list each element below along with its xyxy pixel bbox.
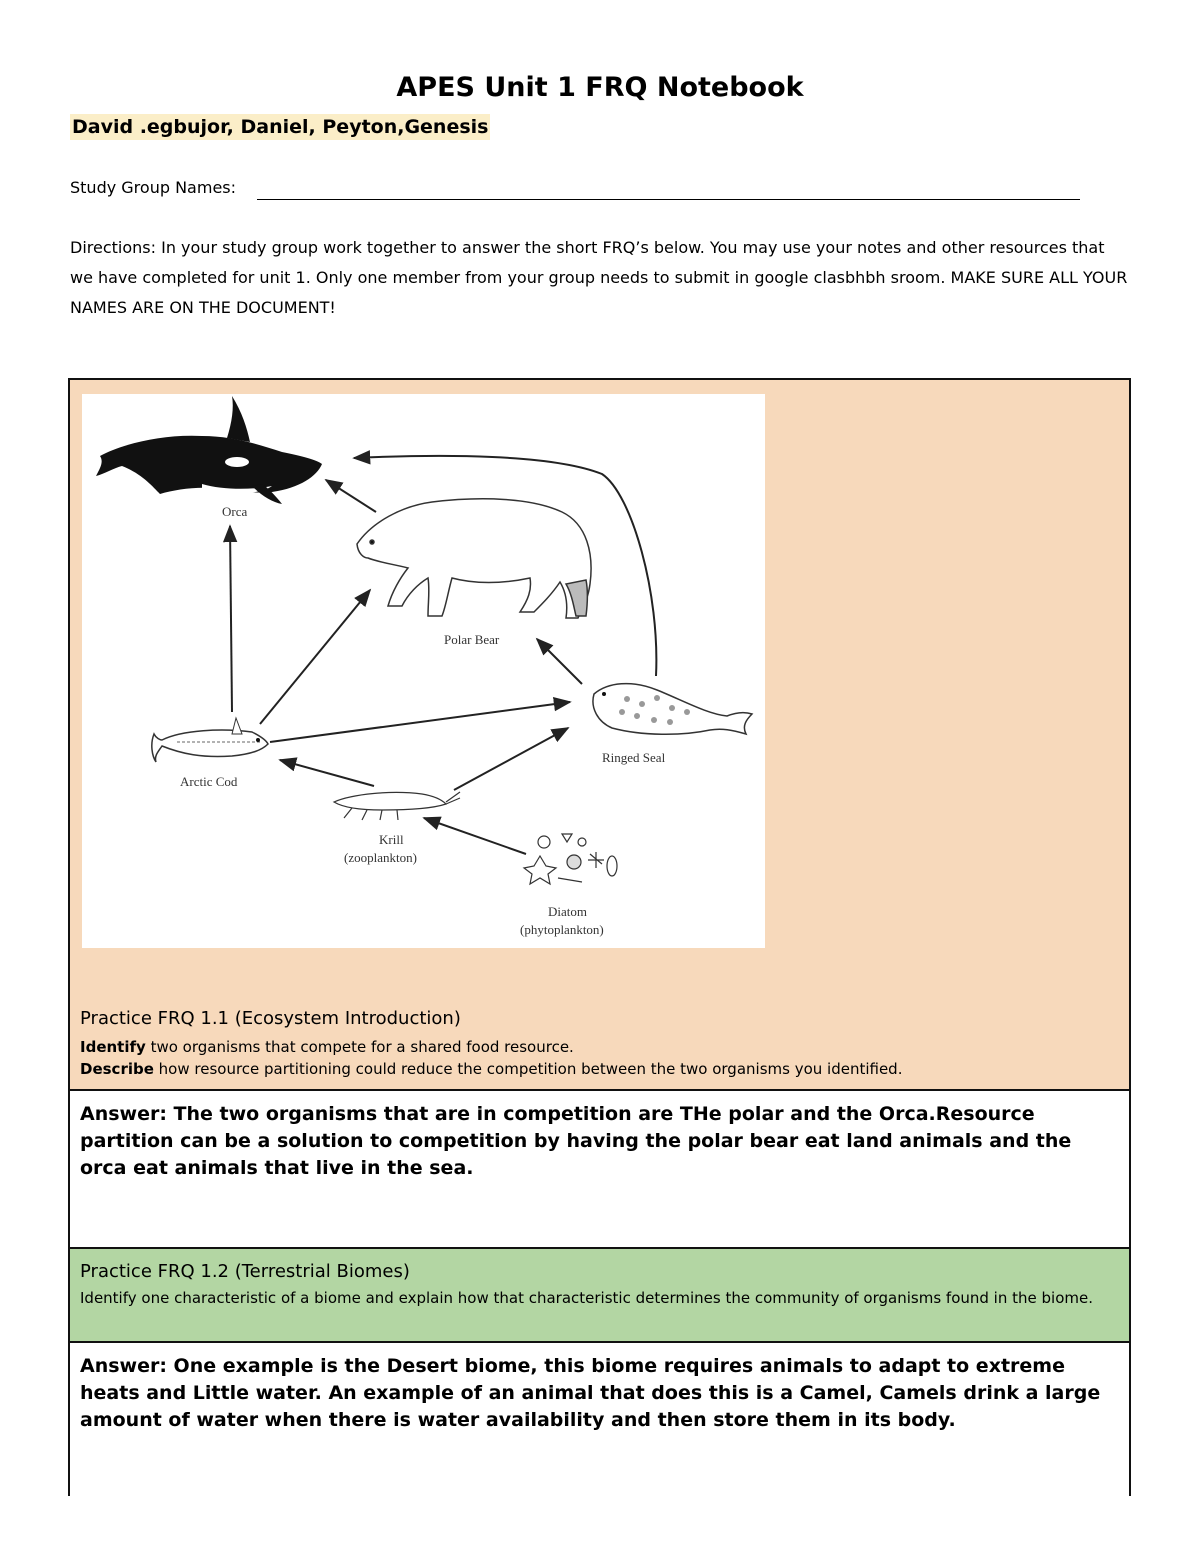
frq2-mid: one characteristic of a biome and bbox=[136, 1289, 399, 1307]
arrow-bear-to-orca bbox=[326, 480, 376, 512]
arrow-diatom-to-krill bbox=[424, 818, 526, 854]
frq1-question-cell bbox=[70, 380, 1129, 1091]
arrow-cod-to-seal bbox=[270, 702, 570, 742]
page-title: APES Unit 1 FRQ Notebook bbox=[396, 72, 804, 103]
frq1-line2 bbox=[80, 1058, 1110, 1080]
frq1-line2-rest: how resource partitioning could reduce the competition between the two organisms you identified. bbox=[153, 1060, 903, 1078]
frq2-heading: Practice FRQ 1.2 (Terrestrial Biomes) bbox=[80, 1261, 410, 1282]
frq1-line1-verb: Identify bbox=[80, 1038, 146, 1056]
frq2-verb2: explain bbox=[398, 1289, 454, 1307]
study-group-label: Study Group Names: bbox=[70, 178, 237, 197]
label-arctic-cod: Arctic Cod bbox=[180, 774, 238, 789]
frq1-line1-rest: two organisms that compete for a shared food resource. bbox=[145, 1038, 574, 1056]
arrow-krill-to-cod bbox=[280, 760, 374, 786]
frq1-line1 bbox=[80, 1036, 1110, 1058]
frq2-answer[interactable]: Answer: One example is the Desert biome, this biome requires animals to adapt to extreme heats and Little water. An example of an animal that does this is a Camel, Camels drink a large amount of water when there is water availability and then store them in its body. bbox=[80, 1355, 1101, 1431]
frq1-line2-verb: Describe bbox=[80, 1060, 154, 1078]
label-polar-bear: Polar Bear bbox=[444, 632, 500, 647]
frq1-answer[interactable]: Answer: The two organisms that are in competition are THe polar and the Orca.Resource partition can be a solution to competition by having the polar bear eat land animals and the orca eat animals that live in the sea. bbox=[80, 1103, 1072, 1179]
directions-text: Directions: In your study group work together to answer the short FRQ’s below. You may use your notes and other resources that we have completed for unit 1. Only one member from your group needs to submit in google clasbhbh sroom. MAKE SURE ALL YOUR NAMES ARE ON THE DOCUMENT! bbox=[70, 238, 1128, 317]
label-diatom: Diatom bbox=[548, 904, 587, 919]
arrow-seal-to-bear bbox=[537, 639, 582, 684]
author-names: David .egbujor, Daniel, Peyton,Genesis bbox=[72, 116, 489, 138]
frq1-answer-cell[interactable] bbox=[70, 1091, 1129, 1249]
frq-table bbox=[68, 378, 1131, 1496]
ringed-seal-icon bbox=[593, 684, 752, 735]
frq2-question-cell bbox=[70, 1249, 1129, 1343]
frq2-prompt bbox=[80, 1287, 1110, 1309]
label-krill: Krill bbox=[379, 832, 404, 847]
frq2-rest: how that characteristic determines the community of organisms found in the biome. bbox=[453, 1289, 1093, 1307]
diatom-icon bbox=[524, 834, 617, 884]
label-orca: Orca bbox=[222, 504, 248, 519]
arctic-cod-icon bbox=[152, 718, 268, 762]
food-web-svg bbox=[82, 394, 765, 948]
polar-bear-icon bbox=[357, 499, 591, 618]
arrow-cod-to-bear bbox=[260, 590, 370, 724]
frq2-verb1: Identify bbox=[80, 1289, 137, 1307]
frq1-prompt bbox=[80, 1036, 1110, 1080]
arrow-cod-to-orca bbox=[230, 526, 232, 712]
label-ringed-seal: Ringed Seal bbox=[602, 750, 666, 765]
label-diatom-sub: (phytoplankton) bbox=[520, 922, 604, 937]
arrow-krill-to-seal bbox=[454, 728, 568, 790]
study-group-input-line[interactable] bbox=[257, 199, 1080, 200]
orca-icon bbox=[96, 396, 322, 504]
krill-icon bbox=[334, 792, 460, 820]
frq1-heading: Practice FRQ 1.1 (Ecosystem Introduction) bbox=[80, 1008, 461, 1029]
food-web-diagram bbox=[82, 394, 765, 948]
frq2-answer-cell[interactable] bbox=[70, 1343, 1129, 1496]
label-krill-sub: (zooplankton) bbox=[344, 850, 417, 865]
